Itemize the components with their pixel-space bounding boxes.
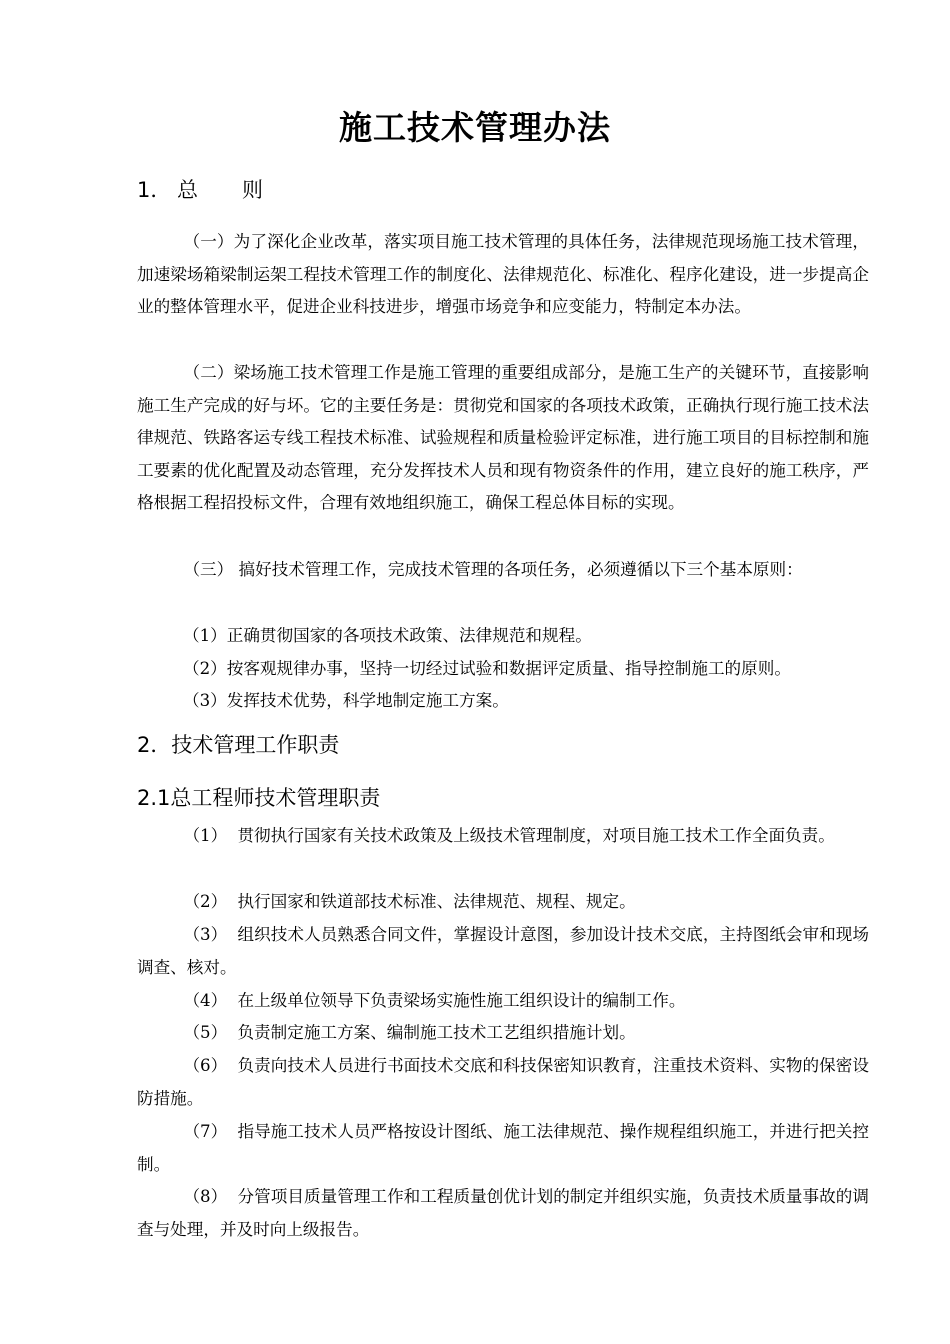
item-text: 负责制定施工方案、编制施工技术工艺组织措施计划。 bbox=[237, 1023, 636, 1042]
list-item bbox=[137, 919, 869, 984]
list-item bbox=[137, 985, 869, 1018]
section-heading-part-a: 总 bbox=[177, 178, 198, 202]
item-label: （4） bbox=[183, 991, 228, 1010]
section-heading-general bbox=[137, 175, 263, 205]
item-text: 在上级单位领导下负责梁场实施性施工组织设计的编制工作。 bbox=[237, 991, 686, 1010]
item-label: （2） bbox=[183, 892, 228, 911]
list-item bbox=[137, 886, 869, 919]
list-item bbox=[137, 1181, 869, 1246]
list-item bbox=[137, 1017, 869, 1050]
item-text: 执行国家和铁道部技术标准、法律规范、规程、规定。 bbox=[237, 892, 636, 911]
document-title: 施工技术管理办法 bbox=[339, 108, 611, 147]
item-text: 负责向技术人员进行书面技术交底和科技保密知识教育，注重技术资料、实物的保密设防措施。 bbox=[137, 1056, 869, 1108]
list-item bbox=[137, 820, 869, 853]
item-label: （5） bbox=[183, 1023, 228, 1042]
item-label: （1） bbox=[183, 826, 228, 845]
item-text: 组织技术人员熟悉合同文件，掌握设计意图，参加设计技术交底，主持图纸会审和现场调查、核对。 bbox=[137, 925, 869, 977]
list-item bbox=[137, 1116, 869, 1181]
paragraph: （三） 搞好技术管理工作，完成技术管理的各项任务，必须遵循以下三个基本原则： bbox=[183, 560, 803, 579]
list-item: （1）正确贯彻国家的各项技术政策、法律规范和规程。 bbox=[183, 626, 592, 645]
item-label: （3） bbox=[183, 925, 228, 944]
list-item: （3）发挥技术优势，科学地制定施工方案。 bbox=[183, 691, 509, 710]
list-item: （2）按客观规律办事，坚持一切经过试验和数据评定质量、指导控制施工的原则。 bbox=[183, 659, 791, 678]
paragraph: （二）梁场施工技术管理工作是施工管理的重要组成部分，是施工生产的关键环节，直接影响施工生产完成的好与坏。它的主要任务是：贯彻党和国家的各项技术政策，正确执行现行施工技术法律规范、铁路客运专线工程技术标准、试验规程和质量检验评定标准，进行施工项目的目标控制和施工要素的优化配置及动态管理，充分发挥技术人员和现有物资条件的作用，建立良好的施工秩序，严格根据工程招投标文件，合理有效地组织施工，确保工程总体目标的实现。 bbox=[137, 363, 869, 513]
item-text: 贯彻执行国家有关技术政策及上级技术管理制度，对项目施工技术工作全面负责。 bbox=[237, 826, 835, 845]
section-number: 1． bbox=[137, 178, 172, 202]
item-label: （8） bbox=[183, 1187, 228, 1206]
section-heading-duties: 2．技术管理工作职责 bbox=[137, 733, 340, 757]
list-item bbox=[137, 1050, 869, 1115]
item-text: 指导施工技术人员严格按设计图纸、施工法律规范、操作规程组织施工，并进行把关控制。 bbox=[137, 1122, 869, 1174]
section-heading-part-b: 则 bbox=[242, 178, 263, 202]
subsection-heading-chief-engineer: 2.1总工程师技术管理职责 bbox=[137, 786, 381, 810]
paragraph: （一）为了深化企业改革，落实项目施工技术管理的具体任务，法律规范现场施工技术管理，加速梁场箱梁制运架工程技术管理工作的制度化、法律规范化、标准化、程序化建设，进一步提高企业的整体管理水平，促进企业科技进步，增强市场竞争和应变能力，特制定本办法。 bbox=[137, 232, 869, 317]
item-label: （7） bbox=[183, 1122, 228, 1141]
item-label: （6） bbox=[183, 1056, 228, 1075]
item-text: 分管项目质量管理工作和工程质量创优计划的制定并组织实施，负责技术质量事故的调查与处理，并及时向上级报告。 bbox=[137, 1187, 869, 1239]
